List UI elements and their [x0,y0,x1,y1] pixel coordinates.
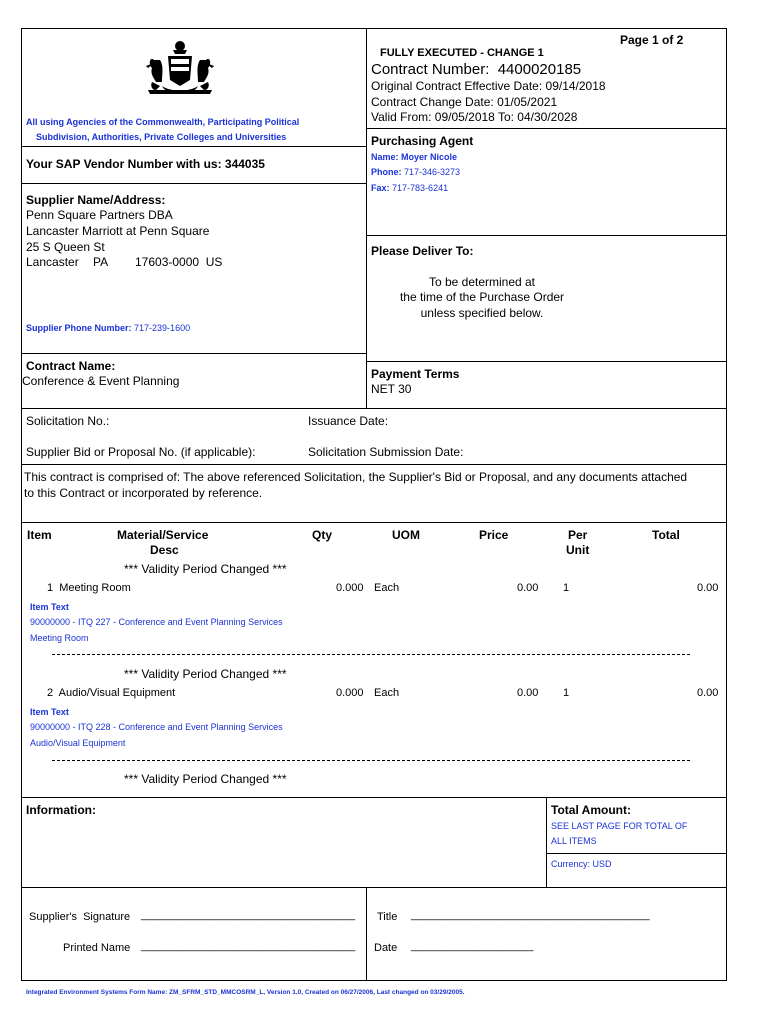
payment-terms-value: NET 30 [371,382,412,396]
solicitation-no-label: Solicitation No.: [26,414,110,428]
item-text-label: Item Text [30,707,69,717]
item-text-line: Meeting Room [30,633,89,643]
title-label: Title [377,911,398,923]
item-text-line: 90000000 - ITQ 228 - Conference and Event Planning Services [30,722,283,732]
issuance-date-label: Issuance Date: [308,414,389,428]
item-text-line: 90000000 - ITQ 227 - Conference and Event Planning Services [30,617,283,627]
item-total: 0.00 [697,582,719,594]
payment-terms-heading: Payment Terms [371,367,460,381]
col-total-header: Total [652,528,680,542]
validity-changed-note: *** Validity Period Changed *** [124,562,287,576]
item-per-unit: 1 [563,582,570,594]
agencies-text-line2: Subdivision, Authorities, Private Colleges and Universities [36,132,287,142]
agencies-text-line1: All using Agencies of the Commonwealth, Participating Political [26,117,300,127]
contract-status: FULLY EXECUTED - CHANGE 1 [380,47,544,59]
agent-fax: 717-783-6241 [392,183,449,193]
purchasing-agent-heading: Purchasing Agent [371,134,474,148]
contract-name-value: Conference & Event Planning [22,374,180,388]
col-material-header: Material/Service [117,528,209,542]
supplier-phone: 717-239-1600 [134,323,191,333]
item-price: 0.00 [517,582,539,594]
submission-date-label: Solicitation Submission Date: [308,445,464,459]
col-desc-header: Desc [150,543,179,557]
deliver-line: unless specified below. [420,306,544,320]
col-qty-header: Qty [312,528,333,542]
comprised-text-line2: to this Contract or incorporated by reference. [24,486,263,500]
deliver-line: the time of the Purchase Order [399,290,565,304]
supplier-phone-label: Supplier Phone Number: [26,323,132,333]
contract-change-date: Contract Change Date: 01/05/2021 [371,95,558,109]
item-separator [52,654,690,655]
printed-name-field[interactable]: ___________________________________ [141,940,356,952]
date-field[interactable]: ____________________ [411,940,534,952]
validity-changed-note: *** Validity Period Changed *** [124,772,287,786]
vendor-number: Your SAP Vendor Number with us: 344035 [26,157,265,171]
item-qty: 0.000 [336,687,364,699]
agent-fax-label: Fax: [371,183,390,193]
item-price: 0.00 [517,687,539,699]
contract-number: Contract Number: 4400020185 [371,61,582,78]
item-per-unit: 1 [563,687,570,699]
currency: Currency: USD [551,859,612,869]
title-field[interactable]: _______________________________________ [411,909,650,921]
supplier-line: Penn Square Partners DBA [26,208,173,222]
comprised-text-line1: This contract is comprised of: The above referenced Solicitation, the Supplier's Bid or Proposal, and any documents attached [24,470,688,484]
supplier-line: 25 S Queen St [26,240,105,254]
item-uom: Each [374,687,400,699]
supplier-signature-label: Supplier's Signature [29,911,131,923]
item-uom: Each [374,582,400,594]
supplier-signature-field[interactable]: ___________________________________ [141,909,356,921]
agent-phone-label: Phone: [371,167,402,177]
date-label: Date [374,942,398,954]
item-text-label: Item Text [30,602,69,612]
validity-changed-note: *** Validity Period Changed *** [124,667,287,681]
total-amount-note: SEE LAST PAGE FOR TOTAL OF [551,821,688,831]
coat-of-arms-seal [140,38,220,100]
col-uom-header: UOM [392,528,420,542]
total-amount-note: ALL ITEMS [551,836,597,846]
agent-name: Moyer Nicole [401,152,458,162]
deliver-line: To be determined at [428,275,536,289]
contract-name-heading: Contract Name: [26,359,116,373]
bid-proposal-label: Supplier Bid or Proposal No. (if applicable): [26,445,256,459]
agent-phone: 717-346-3273 [404,167,461,177]
col-item-header: Item [27,528,52,542]
deliver-to-heading: Please Deliver To: [371,244,474,258]
supplier-line: Lancaster Marriott at Penn Square [26,224,210,238]
col-unit-header: Unit [566,543,590,557]
item-qty: 0.000 [336,582,364,594]
col-per-header: Per [568,528,588,542]
item-line: 1 Meeting Room [47,582,131,594]
supplier-city: Lancaster [26,255,79,269]
original-effective-date: Original Contract Effective Date: 09/14/2018 [371,79,606,93]
supplier-zip-country: 17603-0000 US [135,255,223,269]
supplier-heading: Supplier Name/Address: [26,193,166,207]
form-footer: Integrated Environment Systems Form Name: ZM_SFRM_STD_MMCOSRM_L, Version 1.0, Created on 06/27/2006, Last changed on 03/29/2005. [26,989,465,996]
printed-name-label: Printed Name [63,942,131,954]
total-amount-heading: Total Amount: [551,803,631,817]
col-price-header: Price [479,528,509,542]
supplier-state: PA [93,255,109,269]
item-separator [52,760,690,761]
page-label: Page 1 of 2 [620,33,684,47]
item-total: 0.00 [697,687,719,699]
item-line: 2 Audio/Visual Equipment [47,687,176,699]
information-label: Information: [26,803,96,817]
item-text-line: Audio/Visual Equipment [30,738,126,748]
agent-name-label: Name: [371,152,399,162]
valid-dates: Valid From: 09/05/2018 To: 04/30/2028 [371,110,578,124]
